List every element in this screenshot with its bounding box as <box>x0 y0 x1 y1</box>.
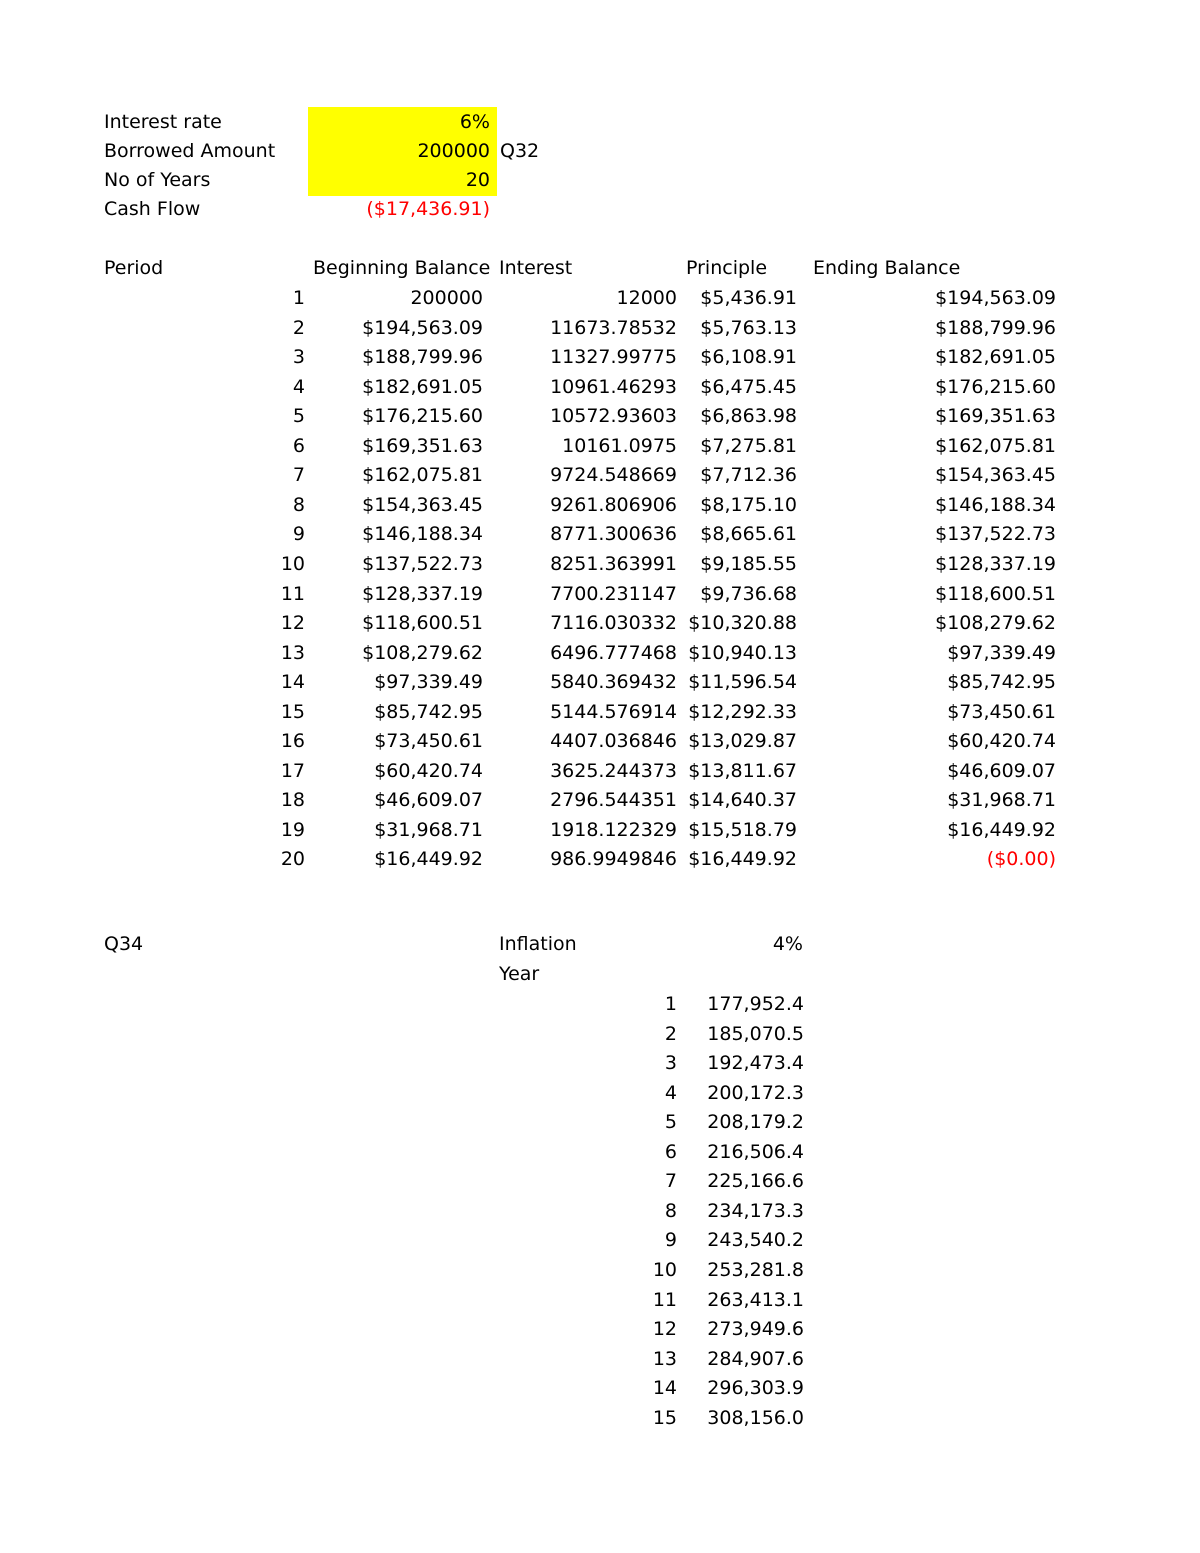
beginning-cell[interactable]: 200000 <box>410 287 483 309</box>
principle-cell[interactable]: $9,185.55 <box>700 553 797 575</box>
value-cell[interactable]: 200,172.3 <box>707 1082 804 1104</box>
borrowed-amount-label: Borrowed Amount <box>104 140 276 162</box>
ending-cell[interactable]: $146,188.34 <box>935 494 1056 516</box>
period-cell[interactable]: 4 <box>292 376 305 398</box>
interest-cell[interactable]: 4407.036846 <box>550 730 677 752</box>
interest-cell[interactable]: 7116.030332 <box>550 612 677 634</box>
year-cell[interactable]: 9 <box>664 1229 677 1251</box>
year-cell[interactable]: 8 <box>664 1200 677 1222</box>
period-cell[interactable]: 12 <box>280 612 305 634</box>
principle-cell[interactable]: $13,811.67 <box>688 760 797 782</box>
value-cell[interactable]: 243,540.2 <box>707 1229 804 1251</box>
period-cell[interactable]: 8 <box>292 494 305 516</box>
ending-cell[interactable]: $60,420.74 <box>947 730 1056 752</box>
beginning-cell[interactable]: $162,075.81 <box>362 464 483 486</box>
period-cell[interactable]: 10 <box>280 553 305 575</box>
beginning-balance-header: Beginning Balance <box>313 257 491 279</box>
year-cell[interactable]: 11 <box>652 1289 677 1311</box>
interest-cell[interactable]: 10161.0975 <box>562 435 677 457</box>
beginning-cell[interactable]: $154,363.45 <box>362 494 483 516</box>
ending-cell[interactable]: $182,691.05 <box>935 346 1056 368</box>
period-cell[interactable]: 1 <box>292 287 305 309</box>
ending-cell[interactable]: $73,450.61 <box>947 701 1056 723</box>
principle-cell[interactable]: $5,436.91 <box>700 287 797 309</box>
period-cell[interactable]: 19 <box>280 819 305 841</box>
cash-flow-cell[interactable]: ($17,436.91) <box>366 198 490 220</box>
beginning-cell[interactable]: $73,450.61 <box>374 730 483 752</box>
ending-cell[interactable]: $46,609.07 <box>947 760 1056 782</box>
period-cell[interactable]: 15 <box>280 701 305 723</box>
ending-cell[interactable]: $154,363.45 <box>935 464 1056 486</box>
principle-cell[interactable]: $14,640.37 <box>688 789 797 811</box>
period-cell[interactable]: 18 <box>280 789 305 811</box>
principle-cell[interactable]: $6,475.45 <box>700 376 797 398</box>
beginning-cell[interactable]: $118,600.51 <box>362 612 483 634</box>
year-cell[interactable]: 15 <box>652 1407 677 1429</box>
year-cell[interactable]: 10 <box>652 1259 677 1281</box>
cash-flow-label: Cash Flow <box>104 198 201 220</box>
interest-rate-label: Interest rate <box>104 111 222 133</box>
interest-cell[interactable]: 2796.544351 <box>550 789 677 811</box>
interest-cell[interactable]: 5144.576914 <box>550 701 677 723</box>
period-cell[interactable]: 7 <box>292 464 305 486</box>
beginning-cell[interactable]: $16,449.92 <box>374 848 483 870</box>
principle-cell[interactable]: $11,596.54 <box>688 671 797 693</box>
beginning-cell[interactable]: $146,188.34 <box>362 523 483 545</box>
principle-cell[interactable]: $8,665.61 <box>700 523 797 545</box>
beginning-cell[interactable]: $182,691.05 <box>362 376 483 398</box>
interest-cell[interactable]: 12000 <box>616 287 677 309</box>
interest-cell[interactable]: 7700.231147 <box>550 583 677 605</box>
principle-header: Principle <box>686 257 768 279</box>
period-cell[interactable]: 11 <box>280 583 305 605</box>
years-label: No of Years <box>104 169 211 191</box>
principle-cell[interactable]: $16,449.92 <box>688 848 797 870</box>
year-cell[interactable]: 7 <box>664 1170 677 1192</box>
interest-cell[interactable]: 10961.46293 <box>550 376 677 398</box>
principle-cell[interactable]: $13,029.87 <box>688 730 797 752</box>
period-cell[interactable]: 16 <box>280 730 305 752</box>
interest-cell[interactable]: 9261.806906 <box>550 494 677 516</box>
year-cell[interactable]: 14 <box>652 1377 677 1399</box>
principle-cell[interactable]: $10,320.88 <box>688 612 797 634</box>
period-cell[interactable]: 6 <box>292 435 305 457</box>
q32-label: Q32 <box>500 140 540 162</box>
year-label: Year <box>499 963 540 985</box>
beginning-cell[interactable]: $128,337.19 <box>362 583 483 605</box>
period-cell[interactable]: 13 <box>280 642 305 664</box>
borrowed-amount-cell[interactable]: 200000 <box>417 140 490 162</box>
year-cell[interactable]: 2 <box>664 1023 677 1045</box>
beginning-cell[interactable]: $85,742.95 <box>374 701 483 723</box>
interest-header: Interest <box>499 257 573 279</box>
value-cell[interactable]: 208,179.2 <box>707 1111 804 1133</box>
ending-cell[interactable]: $108,279.62 <box>935 612 1056 634</box>
beginning-cell[interactable]: $169,351.63 <box>362 435 483 457</box>
value-cell[interactable]: 192,473.4 <box>707 1052 804 1074</box>
value-cell[interactable]: 234,173.3 <box>707 1200 804 1222</box>
years-cell[interactable]: 20 <box>465 169 490 191</box>
interest-cell[interactable]: 3625.244373 <box>550 760 677 782</box>
beginning-cell[interactable]: $97,339.49 <box>374 671 483 693</box>
beginning-cell[interactable]: $46,609.07 <box>374 789 483 811</box>
value-cell[interactable]: 216,506.4 <box>707 1141 804 1163</box>
beginning-cell[interactable]: $188,799.96 <box>362 346 483 368</box>
year-cell[interactable]: 3 <box>664 1052 677 1074</box>
ending-cell[interactable]: $85,742.95 <box>947 671 1056 693</box>
ending-balance-header: Ending Balance <box>813 257 961 279</box>
period-cell[interactable]: 3 <box>292 346 305 368</box>
interest-rate-cell[interactable]: 6% <box>459 111 490 133</box>
value-cell[interactable]: 225,166.6 <box>707 1170 804 1192</box>
principle-cell[interactable]: $12,292.33 <box>688 701 797 723</box>
interest-cell[interactable]: 10572.93603 <box>550 405 677 427</box>
principle-cell[interactable]: $9,736.68 <box>700 583 797 605</box>
principle-cell[interactable]: $8,175.10 <box>700 494 797 516</box>
inflation-label: Inflation <box>499 933 577 955</box>
value-cell[interactable]: 263,413.1 <box>707 1289 804 1311</box>
beginning-cell[interactable]: $60,420.74 <box>374 760 483 782</box>
inflation-cell[interactable]: 4% <box>772 933 803 955</box>
value-cell[interactable]: 308,156.0 <box>707 1407 804 1429</box>
value-cell[interactable]: 296,303.9 <box>707 1377 804 1399</box>
beginning-cell[interactable]: $108,279.62 <box>362 642 483 664</box>
ending-cell[interactable]: $97,339.49 <box>947 642 1056 664</box>
ending-cell[interactable]: $169,351.63 <box>935 405 1056 427</box>
period-cell[interactable]: 2 <box>292 317 305 339</box>
beginning-cell[interactable]: $31,968.71 <box>374 819 483 841</box>
beginning-cell[interactable]: $137,522.73 <box>362 553 483 575</box>
ending-cell[interactable]: $188,799.96 <box>935 317 1056 339</box>
principle-cell[interactable]: $7,712.36 <box>700 464 797 486</box>
ending-cell[interactable]: $137,522.73 <box>935 523 1056 545</box>
beginning-cell[interactable]: $194,563.09 <box>362 317 483 339</box>
q34-label: Q34 <box>104 933 144 955</box>
beginning-cell[interactable]: $176,215.60 <box>362 405 483 427</box>
principle-cell[interactable]: $6,863.98 <box>700 405 797 427</box>
ending-cell[interactable]: $176,215.60 <box>935 376 1056 398</box>
interest-cell[interactable]: 8251.363991 <box>550 553 677 575</box>
year-cell[interactable]: 5 <box>664 1111 677 1133</box>
interest-cell[interactable]: 11327.99775 <box>550 346 677 368</box>
ending-cell[interactable]: $162,075.81 <box>935 435 1056 457</box>
value-cell[interactable]: 253,281.8 <box>707 1259 804 1281</box>
ending-cell[interactable]: $31,968.71 <box>947 789 1056 811</box>
value-cell[interactable]: 284,907.6 <box>707 1348 804 1370</box>
value-cell[interactable]: 177,952.4 <box>707 993 804 1015</box>
interest-cell[interactable]: 9724.548669 <box>550 464 677 486</box>
year-cell[interactable]: 12 <box>652 1318 677 1340</box>
period-cell[interactable]: 14 <box>280 671 305 693</box>
principle-cell[interactable]: $10,940.13 <box>688 642 797 664</box>
period-cell[interactable]: 20 <box>280 848 305 870</box>
principle-cell[interactable]: $15,518.79 <box>688 819 797 841</box>
principle-cell[interactable]: $6,108.91 <box>700 346 797 368</box>
year-cell[interactable]: 6 <box>664 1141 677 1163</box>
principle-cell[interactable]: $5,763.13 <box>700 317 797 339</box>
year-cell[interactable]: 4 <box>664 1082 677 1104</box>
interest-cell[interactable]: 5840.369432 <box>550 671 677 693</box>
period-cell[interactable]: 9 <box>292 523 305 545</box>
interest-cell[interactable]: 6496.777468 <box>550 642 677 664</box>
ending-cell[interactable]: $128,337.19 <box>935 553 1056 575</box>
ending-cell[interactable]: $16,449.92 <box>947 819 1056 841</box>
principle-cell[interactable]: $7,275.81 <box>700 435 797 457</box>
interest-cell[interactable]: 986.9949846 <box>550 848 677 870</box>
period-cell[interactable]: 17 <box>280 760 305 782</box>
period-header: Period <box>104 257 164 279</box>
interest-cell[interactable]: 1918.122329 <box>550 819 677 841</box>
value-cell[interactable]: 185,070.5 <box>707 1023 804 1045</box>
interest-cell[interactable]: 8771.300636 <box>550 523 677 545</box>
ending-cell[interactable]: $194,563.09 <box>935 287 1056 309</box>
ending-cell[interactable]: $118,600.51 <box>935 583 1056 605</box>
year-cell[interactable]: 13 <box>652 1348 677 1370</box>
ending-cell[interactable]: ($0.00) <box>986 848 1056 870</box>
period-cell[interactable]: 5 <box>292 405 305 427</box>
value-cell[interactable]: 273,949.6 <box>707 1318 804 1340</box>
year-cell[interactable]: 1 <box>664 993 677 1015</box>
interest-cell[interactable]: 11673.78532 <box>550 317 677 339</box>
